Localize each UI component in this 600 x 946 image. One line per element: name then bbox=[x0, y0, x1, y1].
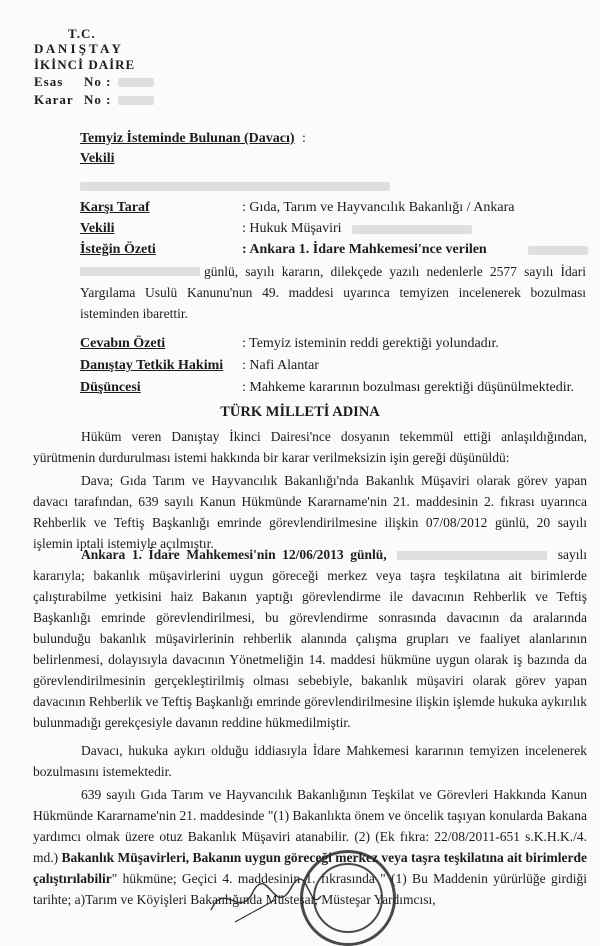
karar-no: No : bbox=[84, 92, 112, 107]
paragraph-3-bold: Ankara 1. İdare Mahkemesi'nin 12/06/2013 günlü, bbox=[81, 547, 387, 562]
redaction bbox=[118, 78, 154, 87]
redaction bbox=[80, 267, 200, 276]
paragraph-3-rest: sayılı kararıyla; bakanlık müşavirlerini uygun göreceği merkez veya taşra teşkilatına ait birimlerde çalıştırabilme yetkisini haiz Bakanın yaptığı görevlendirme ile davacının Rehberlik ve Teftiş Başkanlığı emrinde görevlendirilmesi, bu görevlendirme sonrasında davacının da aralarında bulunduğu bakanlık müşavirlerinin rehberlik alanında çalışma grupları ve faaliyet alanlarının belirlenmesi, dolayısıyla davacının Yönetmeliğin 14. maddesi hükmüne uygun olarak iş bazında da görevlendirilmesinin gerçekleştirilmiş olması sebebiyle, bakanlık müşaviri olarak görev yapan davacının Rehberlik ve Teftiş Başkanlığı emrinde görevlendirilmesine ilişkin işlemde hukuka aykırılık bulunmadığı gerekçesiyle davanın reddine hükmedilmiştir. bbox=[33, 547, 588, 730]
redaction bbox=[118, 96, 154, 105]
esas-no: No : bbox=[84, 74, 112, 89]
header-court: D A N I Ş T A Y bbox=[34, 41, 121, 56]
decision-title: TÜRK MİLLETİ ADINA bbox=[220, 404, 380, 420]
redaction bbox=[528, 246, 588, 255]
counsel2-label: Vekili bbox=[80, 221, 115, 236]
counsel1-label: Vekili bbox=[80, 151, 115, 166]
paragraph-5-a: 639 sayılı Gıda Tarım ve Hayvancılık Bakanlığının Teşkilat ve Görevleri Hakkında Kanun Hükmünde Kararname'nin 21. maddesinde "(1) Bakanlıkta önem ve öncelik taşıyan konularda Bakana yardımcı olmak üzere otuz Bakanlık Müşaviri atanabilir. (2) (Ek fıkra: 22/08/2011-651 s.K.H.K./4. md.) bbox=[33, 787, 587, 865]
opinion-label: Düşüncesi bbox=[80, 380, 141, 395]
header-tc: T.C. bbox=[68, 26, 96, 41]
summary-text bbox=[80, 261, 586, 324]
respondent-value: : Gıda, Tarım ve Hayvancılık Bakanlığı / Ankara bbox=[242, 200, 515, 215]
esas-label: Esas bbox=[34, 74, 64, 89]
paragraph-5-b: " hükmüne; Geçici 4. maddesinin 1. fıkrasında " (1) Bu Maddenin yürürlüğe girdiği tarihte; a)Tarım ve Köyişleri Bakanlığında Müsteşar, Müsteşar Yardımcısı, bbox=[33, 871, 587, 907]
official-seal bbox=[300, 850, 396, 946]
summary-label: İsteğin Özeti bbox=[80, 242, 156, 257]
paragraph-4: Davacı, hukuka aykırı olduğu iddiasıyla İdare Mahkemesi kararının temyizen incelenerek bozulmasını istemektedir. bbox=[33, 743, 587, 779]
summary-value: : Ankara 1. İdare Mahkemesi'nce verilen bbox=[242, 242, 487, 257]
counsel2-value: : Hukuk Müşaviri bbox=[242, 221, 342, 236]
paragraph-5-bold: Bakanlık Müşavirleri, Bakanın uygun göreceği merkez veya taşra teşkilatına ait birimlerde çalıştırılabilir bbox=[33, 850, 588, 886]
respondent-label: Karşı Taraf bbox=[80, 200, 150, 215]
answer-value: : Temyiz isteminin reddi gerektiği yolundadır. bbox=[242, 336, 499, 351]
paragraph-3 bbox=[33, 544, 587, 733]
applicant-colon: : bbox=[302, 131, 306, 146]
opinion-value: : Mahkeme kararının bozulması gerektiği düşünülmektedir. bbox=[242, 380, 575, 395]
redaction bbox=[397, 551, 547, 560]
karar-label: Karar bbox=[34, 92, 74, 107]
redaction bbox=[352, 225, 472, 234]
summary-text-body: günlü, sayılı kararın, dilekçede yazılı nedenlerle 2577 sayılı İdari Yargılama Usulü Kanunu'nun 49. maddesi uyarınca temyizen incelenerek bozulması isteminden ibarettir. bbox=[80, 264, 586, 321]
answer-label: Cevabın Özeti bbox=[80, 336, 166, 351]
judge-label: Danıştay Tetkik Hakimi bbox=[80, 358, 224, 373]
paragraph-1: Hüküm veren Danıştay İkinci Dairesi'nce dosyanın tekemmül ettiği anlaşıldığından, yürütmenin durdurulması istemi hakkında bir karar verilmeksizin işin gereği düşünüldü: bbox=[33, 429, 587, 465]
paragraph-2: Dava; Gıda Tarım ve Hayvancılık Bakanlığı'nda Bakanlık Müşaviri olarak görev yapan davacı tarafından, 639 sayılı Kanun Hükmünde Kararname'nin 21. maddesinin 2. fıkrası uyarınca Rehberlik ve Teftiş Başkanlığı emrinde görevlendirilmesine ilişkin 07/08/2012 günlü, 20 sayılı işlemin iptali istemiyle açılmıştır. bbox=[33, 473, 587, 551]
redaction bbox=[80, 182, 390, 191]
header-chamber: İKİNCİ DAİRE bbox=[34, 57, 136, 72]
applicant-label: Temyiz İsteminde Bulunan (Davacı) bbox=[80, 131, 295, 146]
judge-value: : Nafi Alantar bbox=[242, 358, 319, 373]
